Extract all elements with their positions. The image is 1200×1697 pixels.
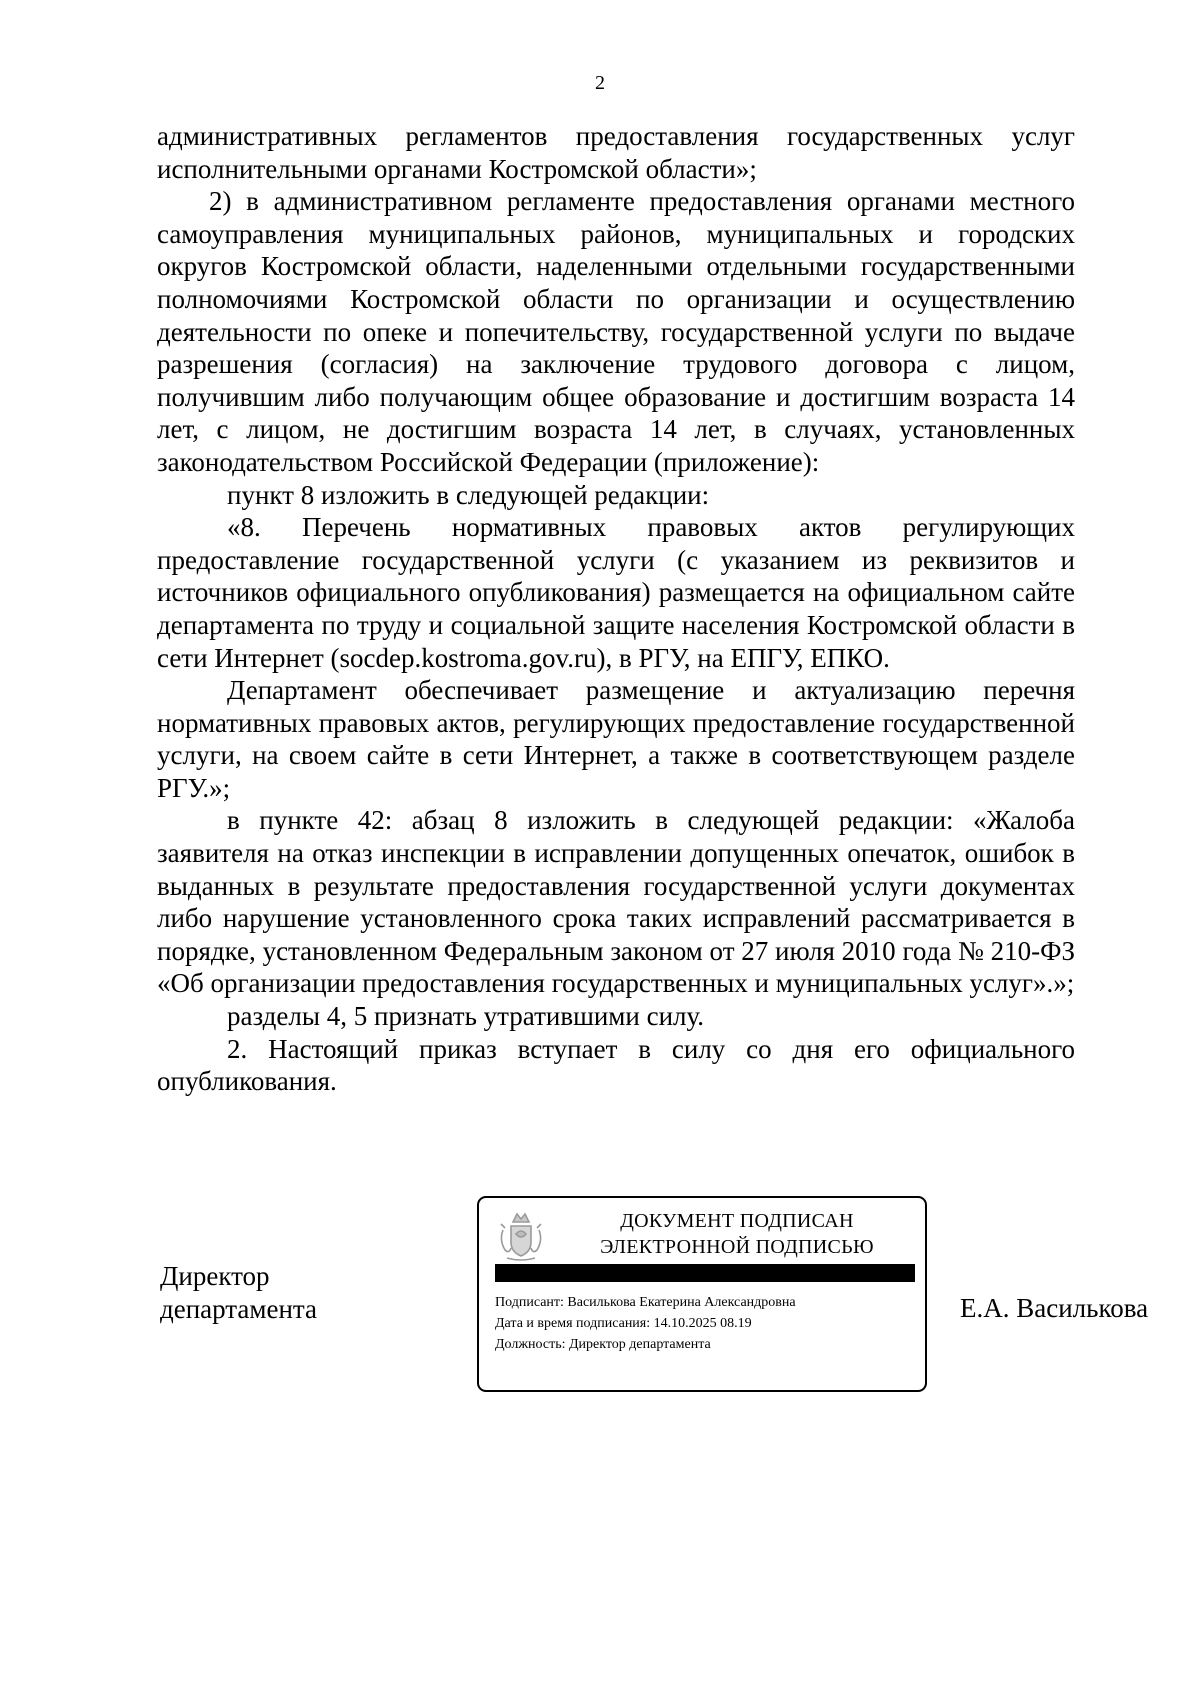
certificate-bar [495, 1264, 915, 1282]
paragraph-point-42: в пункте 42: абзац 8 изложить в следующей редакции: «Жалоба заявителя на отказ инспекции в исправлении допущенных опечаток, ошибок в выданных в результате предоставления государственной услуги документах либо нарушение установленного срока таких исправлений рассматривается в порядке, установленном Федеральным законом от 27 июля 2010 года № 210-ФЗ «Об организации предоставления государственных и муниципальных услуг».»; [157, 805, 1075, 999]
signatory-position [160, 1260, 317, 1326]
coat-of-arms-icon [495, 1208, 547, 1264]
page-number: 2 [595, 72, 605, 94]
paragraph-sections: разделы 4, 5 признать утратившими силу. [227, 1001, 705, 1032]
paragraph-item-2: 2) в административном регламенте предоставления органами местного самоуправления муниципальных районов, муниципальных и городских округов Костромской области, наделенными отдельными государственными полномочиями Костромской области по организации и осуществлению деятельности по опеке и попечительству, государственной услуги по выдаче разрешения (согласия) на заключение трудового договора с лицом, получившим либо получающим общее образование и достигшим возраста 14 лет, с лицом, не достигшим возраста 14 лет, в случаях, установленных законодательством Российской Федерации (приложение): [157, 186, 1075, 477]
signatory-name: Е.А. Василькова [960, 1293, 1149, 1323]
paragraph-department: Департамент обеспечивает размещение и актуализацию перечня нормативных правовых актов, регулирующих предоставление государственной услуги, на своем сайте в сети Интернет, а также в соответствующем разделе РГУ.»; [157, 675, 1075, 803]
document-body [157, 120, 1075, 1098]
paragraph-effective: 2. Настоящий приказ вступает в силу со дня его официального опубликования. [157, 1033, 1075, 1097]
paragraph-point-8-text: «8. Перечень нормативных правовых актов регулирующих предоставление государственной услуги (с указанием из реквизитов и источников официального опубликования) размещается на официальном сайте департамента по труду и социальной защите населения Костромской области в сети Интернет (socdep.kostroma.gov.ru), в РГУ, на ЕПГУ, ЕПКО. [157, 512, 1075, 673]
stamp-title [559, 1208, 915, 1260]
signatory-position-line1: Директор [160, 1261, 270, 1291]
paragraph-point-8-intro: пункт 8 изложить в следующей редакции: [227, 479, 710, 510]
stamp-title-line1: ДОКУМЕНТ ПОДПИСАН [620, 1210, 854, 1232]
stamp-position: Должность: Директор департамента [495, 1337, 711, 1352]
stamp-title-line2: ЭЛЕКТРОННОЙ ПОДПИСЬЮ [600, 1236, 874, 1258]
stamp-details [495, 1292, 915, 1355]
signatory-position-line2: департамента [160, 1294, 318, 1324]
paragraph-continuation: административных регламентов предоставления государственных услуг исполнительными органами Костромской области»; [157, 121, 1075, 184]
stamp-signer: Подписант: Василькова Екатерина Александровна [495, 1295, 796, 1310]
electronic-signature-stamp [477, 1196, 927, 1392]
stamp-datetime: Дата и время подписания: 14.10.2025 08.19 [495, 1316, 752, 1331]
